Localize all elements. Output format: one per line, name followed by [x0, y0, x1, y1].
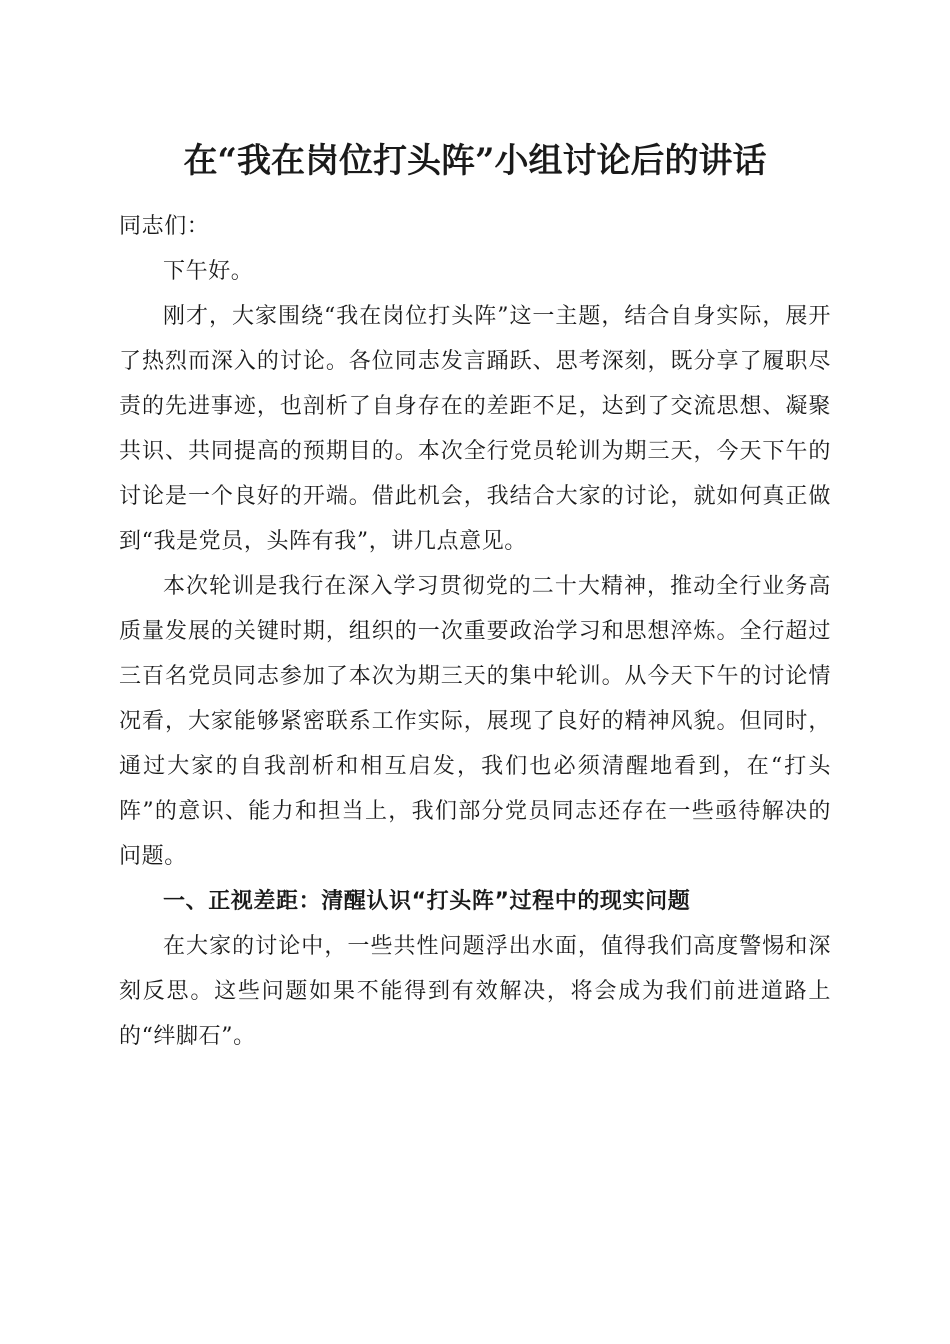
section-heading: 一、正视差距：清醒认识“打头阵”过程中的现实问题 — [163, 889, 691, 914]
salutation: 同志们： — [119, 214, 210, 239]
paragraph-section-1: 在大家的讨论中，一些共性问题浮出水面，值得我们高度警惕和深刻反思。这些问题如果不能得到有效解决，将会成为我们前进道路上的“绊脚石”。 — [119, 934, 831, 1049]
paragraph-context: 本次轮训是我行在深入学习贯彻党的二十大精神，推动全行业务高质量发展的关键时期，组织的一次重要政治学习和思想淬炼。全行超过三百名党员同志参加了本次为期三天的集中轮训。从今天下午的讨论情况看，大家能够紧密联系工作实际，展现了良好的精神风貌。但同时，通过大家的自我剖析和相互启发，我们也必须清醒地看到，在“打头阵”的意识、能力和担当上，我们部分党员同志还存在一些亟待解决的问题。 — [119, 574, 831, 869]
document-body — [119, 204, 831, 1059]
paragraph-intro: 刚才，大家围绕“我在岗位打头阵”这一主题，结合自身实际，展开了热烈而深入的讨论。各位同志发言踊跃、思考深刻，既分享了履职尽责的先进事迹，也剖析了自身存在的差距不足，达到了交流思想、凝聚共识、共同提高的预期目的。本次全行党员轮训为期三天，今天下午的讨论是一个良好的开端。借此机会，我结合大家的讨论，就如何真正做到“我是党员，头阵有我”，讲几点意见。 — [119, 304, 831, 554]
paragraph-greeting: 下午好。 — [163, 259, 254, 284]
document-title: 在“我在岗位打头阵”小组讨论后的讲话 — [183, 141, 767, 181]
